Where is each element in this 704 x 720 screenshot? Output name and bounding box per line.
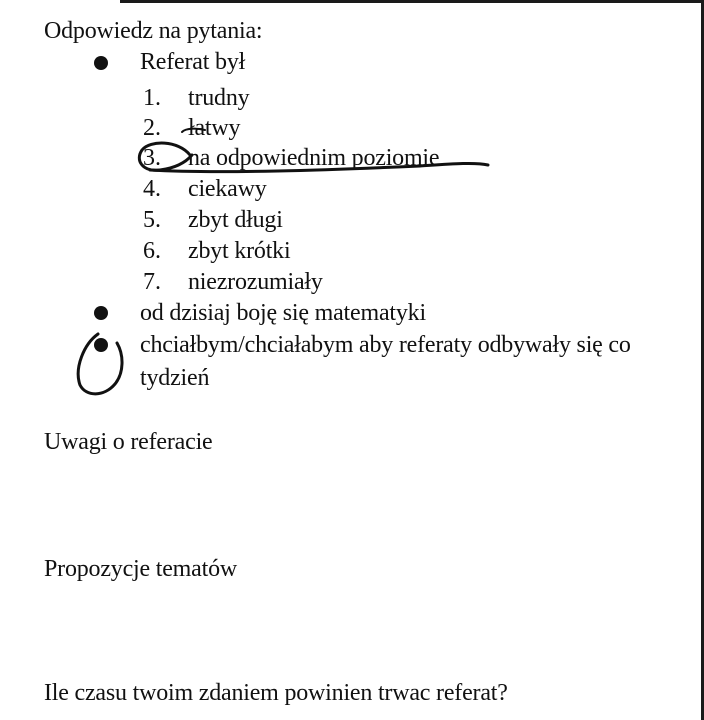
bullet-referaty-line1: chciałbym/chciałabym aby referaty odbywały się co (140, 332, 631, 358)
scan-border-top (120, 0, 704, 3)
option-5-number: 5. (143, 207, 161, 233)
option-1-label: trudny (188, 85, 250, 111)
option-2-number: 2. (143, 115, 161, 141)
bullet-icon (94, 306, 108, 320)
option-6-number: 6. (143, 238, 161, 264)
option-3-number: 3. (143, 145, 161, 171)
bullet-icon (94, 56, 108, 70)
bullet-referaty-line2: tydzień (140, 365, 210, 391)
option-6-label: zbyt krótki (188, 238, 291, 264)
topics-label: Propozycje tematów (44, 556, 238, 582)
questionnaire-heading: Odpowiedz na pytania: (44, 18, 263, 44)
bullet-icon (94, 338, 108, 352)
option-2-label: łatwy (188, 115, 241, 141)
bullet-referat-label: Referat był (140, 49, 246, 75)
option-4-number: 4. (143, 176, 161, 202)
duration-question: Ile czasu twoim zdaniem powinien trwac referat? (44, 680, 508, 706)
option-1-number: 1. (143, 85, 161, 111)
remarks-label: Uwagi o referacie (44, 429, 213, 455)
option-7-label: niezrozumiały (188, 269, 323, 295)
option-4-label: ciekawy (188, 176, 267, 202)
option-3-label: na odpowiednim poziomie (188, 145, 440, 171)
option-5-label: zbyt długi (188, 207, 283, 233)
bullet-matematyka-label: od dzisiaj boję się matematyki (140, 300, 426, 326)
option-7-number: 7. (143, 269, 161, 295)
